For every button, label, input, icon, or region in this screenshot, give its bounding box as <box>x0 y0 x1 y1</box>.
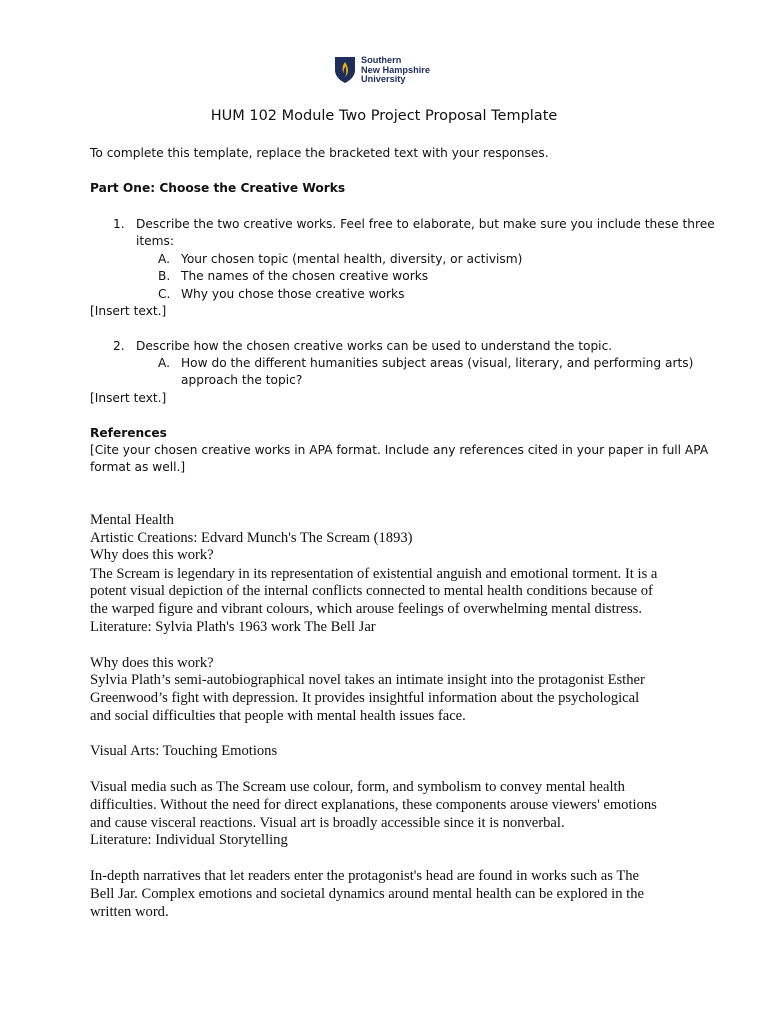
response-line: Sylvia Plath’s semi-autobiographical novel takes an intimate insight into the protagonist Esther <box>90 672 645 688</box>
response-line: Why does this work? <box>90 547 214 563</box>
response-line: the warped figure and vibrant colours, which arouse feelings of overwhelming mental distress. <box>90 601 642 617</box>
item1-subitem-a-text: Your chosen topic (mental health, diversity, or activism) <box>181 252 523 266</box>
response-line: Literature: Sylvia Plath's 1963 work The Bell Jar <box>90 619 376 635</box>
references-text-line1: [Cite your chosen creative works in APA format. Include any references cited in your paper in full APA <box>90 443 709 457</box>
item1-subitem-c-text: Why you chose those creative works <box>181 287 405 301</box>
item1-text-line1: Describe the two creative works. Feel free to elaborate, but make sure you include these three <box>136 217 715 231</box>
response-line: Bell Jar. Complex emotions and societal dynamics around mental health can be explored in the <box>90 886 645 902</box>
item1-subitem-b-letter: B. <box>158 269 171 283</box>
response-line: potent visual depiction of the internal conflicts connected to mental health conditions because of <box>90 583 653 599</box>
item2-text: Describe how the chosen creative works can be used to understand the topic. <box>136 339 613 353</box>
item2-subitem-a-text-line1: How do the different humanities subject areas (visual, literary, and performing arts) <box>181 356 694 370</box>
logo-wordmark <box>361 56 430 85</box>
response-line: difficulties. Without the need for direct explanations, these components arouse viewers' emotions <box>90 797 657 813</box>
response-line: Mental Health <box>90 512 174 528</box>
response-line: In-depth narratives that let readers enter the protagonist's head are found in works such as The <box>90 868 640 884</box>
university-logo <box>334 56 430 85</box>
response-line: Literature: Individual Storytelling <box>90 832 288 848</box>
response-line: Visual Arts: Touching Emotions <box>90 743 278 759</box>
page-title: HUM 102 Module Two Project Proposal Template <box>210 108 558 124</box>
item2-subitem-a-letter: A. <box>158 356 170 370</box>
logo-line-1: Southern <box>361 55 402 65</box>
part-one-heading: Part One: Choose the Creative Works <box>90 181 346 195</box>
item1-subitem-c-letter: C. <box>158 287 171 301</box>
logo-line-3: University <box>361 74 406 85</box>
response-line: Why does this work? <box>90 655 214 671</box>
instructions-text: To complete this template, replace the bracketed text with your responses. <box>90 146 549 160</box>
references-heading: References <box>90 426 167 440</box>
logo-line-2: New Hampshire <box>361 64 430 75</box>
references-text-line2: format as well.] <box>90 460 186 474</box>
response-line: Visual media such as The Scream use colour, form, and symbolism to convey mental health <box>90 779 625 795</box>
response-line: and social difficulties that people with mental health issues face. <box>90 708 466 724</box>
item1-placeholder: [Insert text.] <box>90 304 167 318</box>
item1-number: 1. <box>113 217 125 231</box>
item2-subitem-a-text-line2: approach the topic? <box>181 373 303 387</box>
response-line: Greenwood’s fight with depression. It provides insightful information about the psychological <box>90 690 640 706</box>
item2-number: 2. <box>113 339 125 353</box>
response-line: written word. <box>90 904 169 920</box>
item1-text-line2: items: <box>136 234 174 248</box>
item2-placeholder: [Insert text.] <box>90 391 167 405</box>
item1-subitem-a-letter: A. <box>158 252 170 266</box>
response-line: The Scream is legendary in its representation of existential anguish and emotional torment. It is a <box>90 566 658 582</box>
item1-subitem-b-text: The names of the chosen creative works <box>181 269 429 283</box>
response-line: Artistic Creations: Edvard Munch's The Scream (1893) <box>90 530 413 546</box>
shield-logo-icon <box>334 56 356 84</box>
response-line: and cause visceral reactions. Visual art is broadly accessible since it is nonverbal. <box>90 815 565 831</box>
